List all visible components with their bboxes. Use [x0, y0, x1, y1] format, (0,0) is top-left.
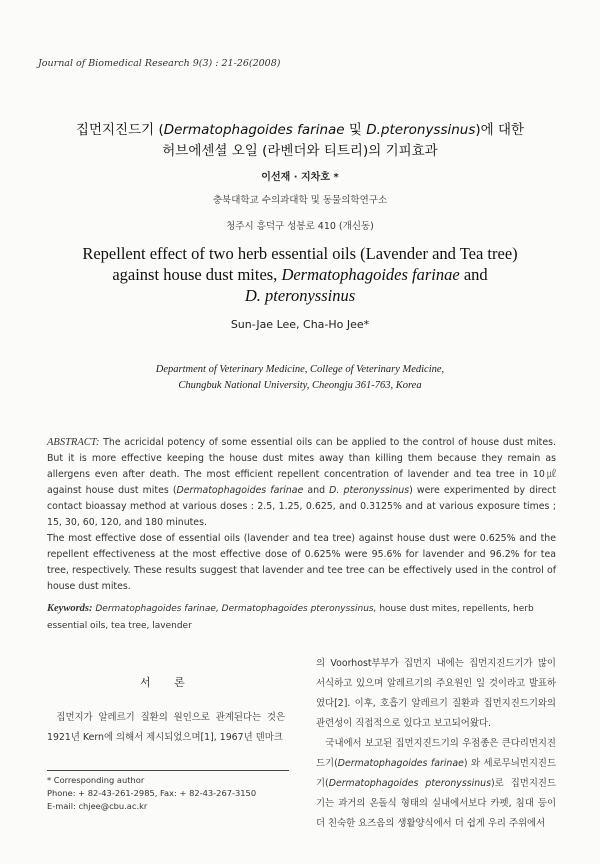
korean-address: 청주시 흥덕구 성봉로 410 (개신동) — [226, 221, 374, 232]
body-text: )로 집먼지진드기는 과거의 온돌식 형태의 실내에서보다 카펫, 침대 등이 더 친숙한 요즈음의 생활양식에서 더 쉽게 우리 주위에서 — [316, 778, 556, 829]
abstract-paragraph: The most effective dose of essential oils (lavender and tea tree) against house dust were 0.625% and the repellent effectiveness at the most effective dose of 0.625% were 95.6% for lavender and 96.2% for tea tree, respectively. These results suggest that lavender and tee tree can be effectively used in the control of house dust mites. — [47, 533, 556, 592]
body-paragraph: 집먼지가 알레르기 질환의 원인으로 관계된다는 것은 1921년 Kern에 의해서 제시되었으며[1], 1967년 덴마크 — [47, 712, 285, 743]
footnote-line: Phone: + 82-43-261-2985, Fax: + 82-43-267-3150 — [47, 788, 257, 798]
english-title-part: against house dust mites, — [112, 265, 282, 284]
affiliation-line1: Department of Veterinary Medicine, College of Veterinary Medicine, — [155, 364, 445, 375]
affiliation-line2: Chungbuk National University, Cheongju 361-763, Korea — [178, 380, 422, 391]
abstract-text: The acricidal potency of some essential oils can be applied to the control of house dust mites. But it is more effective keeping the house dust mites away than killing them because they remain as allergens even after death. The most efficient repellent concentration of lavender and tea tree in 10㎕ against house dust mites ( — [47, 437, 556, 496]
english-authors: Sun-Jae Lee, Cha-Ho Jee* — [230, 318, 370, 331]
abstract-text: and — [303, 485, 330, 496]
korean-authors: 이선재 · 지차호 * — [261, 172, 339, 183]
english-title-part: and — [459, 265, 488, 284]
right-column — [316, 654, 556, 834]
korean-title-part: 및 — [344, 122, 367, 138]
footnote-divider — [47, 770, 289, 771]
body-text: 국내에서 보고된 집먼지진드기의 우점종은 큰다리먼지진드기( — [316, 738, 556, 769]
abstract-label: ABSTRACT: — [47, 437, 100, 448]
body-paragraph — [316, 734, 556, 834]
species-name: D. pteronyssinus — [329, 485, 410, 496]
species-name: Dermatophagoides farinae — [163, 122, 345, 138]
footnote-email[interactable]: E-mail: chjee@cbu.ac.kr — [47, 801, 148, 811]
footnote — [47, 774, 256, 813]
body-paragraph: 의 Voorhost부부가 집먼지 내에는 집먼지진드기가 많이 서식하고 있으며 알레르기의 주요원인 일 것이라고 발표하였다[2]. 이후, 호흡기 알레르기 질환과 집먼지진드기와의 관련성이 직접적으로 있다고 보고되어왔다. — [316, 658, 556, 729]
left-column — [47, 708, 285, 748]
english-affiliation — [0, 362, 600, 394]
english-title-line1: Repellent effect of two herb essential oils (Lavender and Tea tree) — [82, 244, 518, 263]
korean-title-part: )에 대한 — [475, 122, 525, 138]
footnote-line: * Corresponding author — [47, 775, 145, 785]
species-name: Dermatophagoides pteronyssinus — [328, 778, 491, 789]
keywords-italic: Dermatophagoides farinae, Dermatophagoides pteronyssinus, — [92, 604, 377, 614]
section-heading: 서 론 — [140, 676, 195, 689]
journal-header: Journal of Biomedical Research 9(3) : 21-26(2008) — [38, 58, 281, 69]
korean-title-part: 집먼지진드기 ( — [75, 122, 164, 138]
keywords-label: Keywords: — [47, 603, 93, 614]
species-name: D. pteronyssinus — [244, 286, 356, 305]
keywords-text: house dust mites, repellents, herb essential oils, tea tree, lavender — [47, 604, 534, 631]
abstract-paragraph — [47, 435, 556, 531]
korean-affiliation: 충북대학교 수의과대학 및 동물의학연구소 — [212, 195, 388, 206]
korean-title — [0, 120, 600, 162]
species-name: Dermatophagoides farinae — [281, 265, 460, 284]
body-text: ) 와 세로무늬먼지진드기( — [316, 758, 557, 789]
species-name: D.pteronyssinus — [366, 122, 476, 138]
keywords — [47, 600, 556, 635]
abstract-text: ) were experimented by direct contact bioassay method at various doses : 2.5, 1.25, 0.625, and 0.3125% and at various exposure times ; 15, 30, 60, 120, and 180 minutes. — [47, 485, 557, 528]
species-name: Dermatophagoides farinae — [337, 758, 464, 769]
abstract — [47, 435, 556, 595]
species-name: Dermatophagoides farinae — [176, 485, 304, 496]
english-title — [40, 243, 560, 306]
korean-title-line2: 허브에센셜 오일 (라벤더와 티트리)의 기피효과 — [162, 143, 438, 159]
